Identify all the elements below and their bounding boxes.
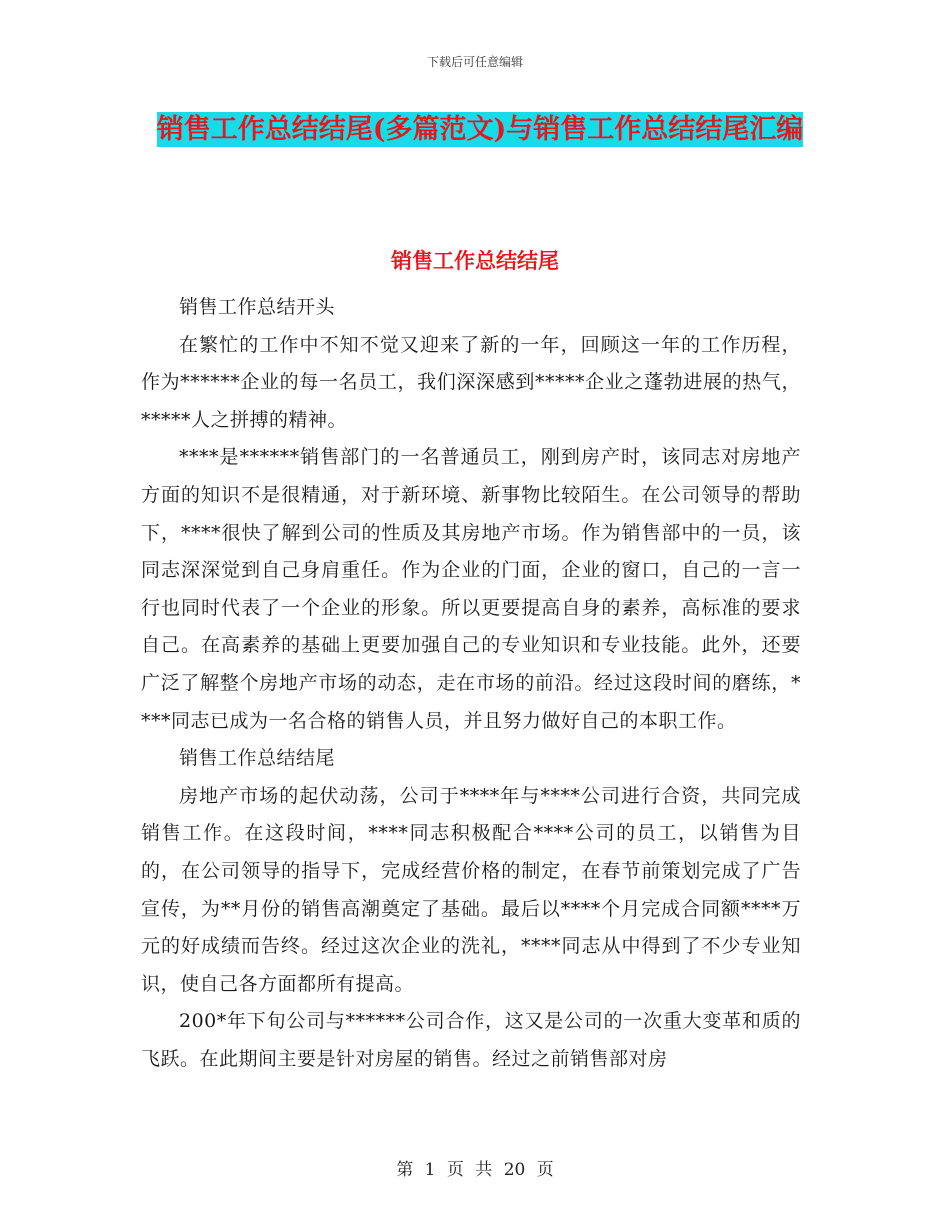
document-title	[150, 108, 810, 152]
section-title: 销售工作总结结尾	[391, 248, 559, 273]
paragraph: ****是******销售部门的一名普通员工，刚到房产时，该同志对房地产方面的知识不是很精通，对于新环境、新事物比较陌生。在公司领导的帮助下，****很快了解到公司的性质及其房地产市场。作为销售部中的一员，该同志深深觉到自己身肩重任。作为企业的门面，企业的窗口，自己的一言一行也同时代表了一个企业的形象。所以更要提高自身的素养，高标准的要求自己。在高素养的基础上更要加强自己的专业知识和专业技能。此外，还要广泛了解整个房地产市场的动态，走在市场的前沿。经过这段时间的磨练，****同志已成为一名合格的销售人员，并且努力做好自己的本职工作。	[141, 446, 801, 732]
paragraph-subheading-ending: 销售工作总结结尾	[179, 747, 336, 770]
document-body	[141, 289, 801, 1078]
paragraph: 房地产市场的起伏动荡，公司于****年与****公司进行合资，共同完成销售工作。在这段时间，****同志积极配合****公司的员工，以销售为目的，在公司领导的指导下，完成经营价格的制定，在春节前策划完成了广告宣传，为**月份的销售高潮奠定了基础。最后以****个月完成合同额****万元的好成绩而告终。经过这次企业的洗礼，****同志从中得到了不少专业知识，使自己各方面都所有提高。	[141, 784, 801, 995]
paragraph: 在繁忙的工作中不知不觉又迎来了新的一年，回顾这一年的工作历程，作为******企业的每一名员工，我们深深感到*****企业之蓬勃进展的热气，*****人之拼搏的精神。	[141, 333, 801, 431]
paragraph: 200*年下旬公司与******公司合作，这又是公司的一次重大变革和质的飞跃。在此期间主要是针对房屋的销售。经过之前销售部对房	[141, 1010, 801, 1070]
page-footer: 第 1 页 共 20 页	[396, 1160, 554, 1180]
header-note: 下载后可任意编辑	[426, 55, 523, 69]
document-title-text: 销售工作总结结尾(多篇范文)与销售工作总结结尾汇编	[156, 114, 804, 145]
paragraph-subheading-opening: 销售工作总结开头	[179, 296, 336, 318]
